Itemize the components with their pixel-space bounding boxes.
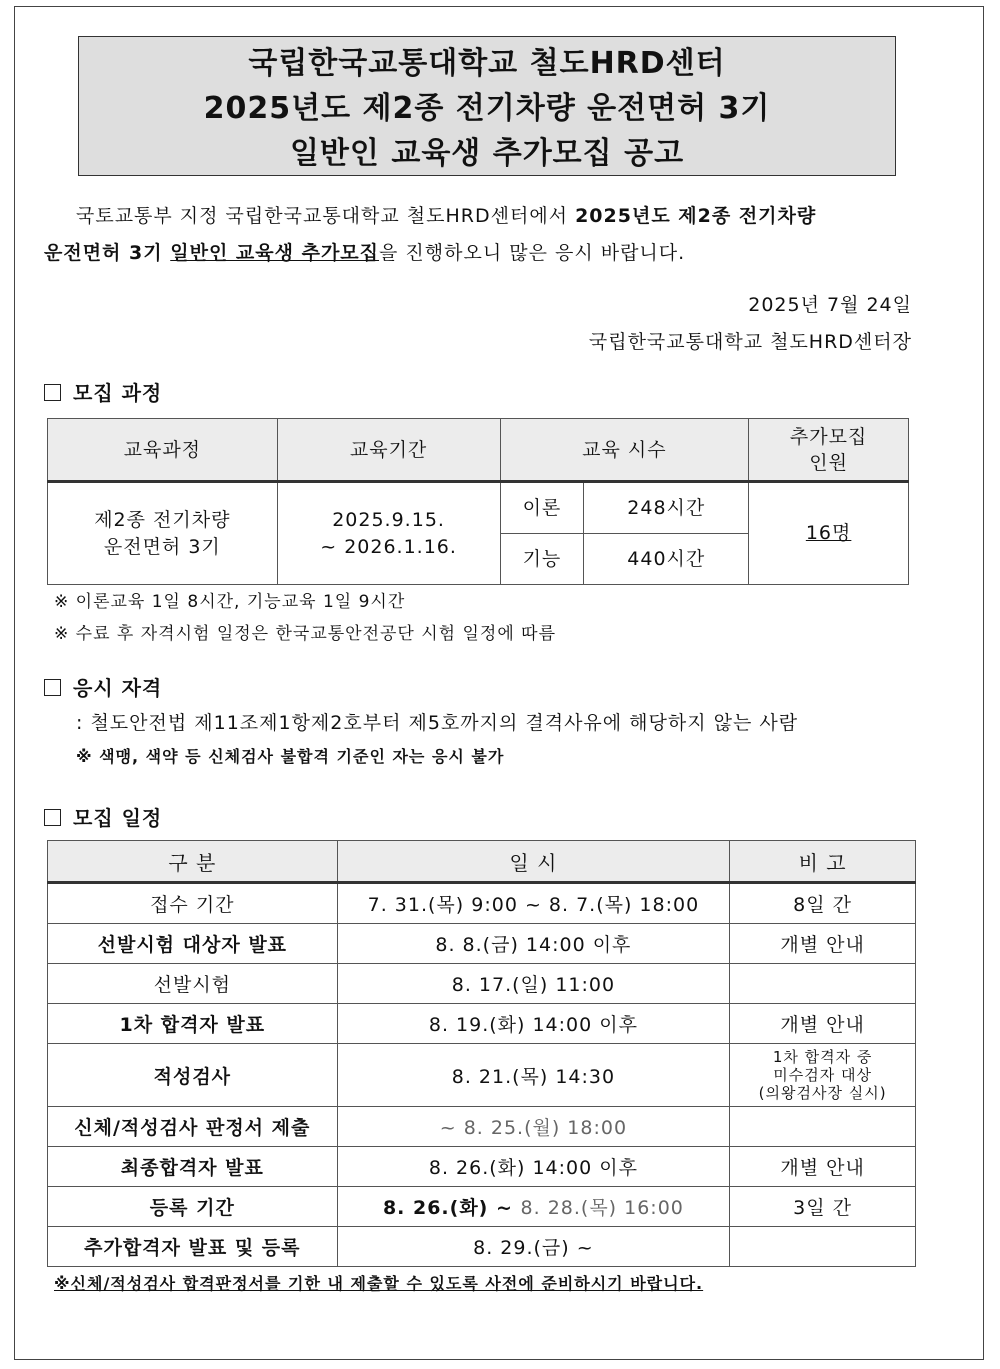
table-cell: 8. 17.(일) 11:00	[337, 964, 730, 1004]
course-note-2: ※ 수료 후 자격시험 일정은 한국교통안전공단 시험 일정에 따름	[54, 624, 557, 644]
schedule-footnote: ※신체/적성검사 합격판정서를 기한 내 제출할 수 있도록 사전에 준비하시기 바랍니다.	[54, 1274, 704, 1293]
theory-hours: 248시간	[584, 482, 749, 534]
table-row	[48, 883, 916, 924]
course-table	[47, 418, 909, 585]
table-cell	[730, 1227, 916, 1267]
practice-label: 기능	[500, 534, 584, 585]
schedule-table	[47, 840, 916, 1267]
table-cell: 신체/적성검사 판정서 제출	[48, 1107, 338, 1147]
table-cell: 8. 26.(화) 14:00 이후	[337, 1147, 730, 1187]
section-heading-schedule: 모집 일정	[44, 802, 162, 831]
header-quota: 추가모집 인원	[749, 419, 909, 482]
table-cell: 추가합격자 발표 및 등록	[48, 1227, 338, 1267]
table-cell	[730, 964, 916, 1004]
table-cell: 3일 간	[730, 1187, 916, 1227]
announcement-date: 2025년 7월 24일	[748, 294, 912, 316]
title-line-1: 국립한국교통대학교 철도HRD센터	[248, 46, 726, 81]
table-cell: 선발시험 대상자 발표	[48, 924, 338, 964]
table-row	[48, 964, 916, 1004]
section-heading-eligibility: 응시 자격	[44, 672, 162, 701]
header-hours: 교육 시수	[500, 419, 749, 482]
course-period: 2025.9.15. ~ 2026.1.16.	[277, 482, 500, 585]
title-line-2: 2025년도 제2종 전기차량 운전면허 3기	[203, 91, 771, 126]
course-note-1: ※ 이론교육 1일 8시간, 기능교육 1일 9시간	[54, 592, 406, 612]
intro-line-2	[44, 238, 685, 265]
intro-bold-underline: 일반인 교육생 추가모집	[170, 242, 380, 264]
table-cell: 8. 21.(목) 14:30	[337, 1044, 730, 1107]
table-cell: 개별 안내	[730, 1004, 916, 1044]
table-cell: 최종합격자 발표	[48, 1147, 338, 1187]
section-heading-course: 모집 과정	[44, 377, 162, 406]
table-row	[48, 1187, 916, 1227]
title-box	[78, 36, 896, 176]
table-row	[48, 482, 909, 534]
table-header-row	[48, 841, 916, 883]
title-line-3: 일반인 교육생 추가모집 공고	[289, 136, 685, 171]
table-row	[48, 1227, 916, 1267]
table-row	[48, 1044, 916, 1107]
table-row	[48, 1107, 916, 1147]
table-header-row	[48, 419, 909, 482]
header-category: 구 분	[48, 841, 338, 883]
eligibility-note: ※ 색맹, 색약 등 신체검사 불합격 기준인 자는 응시 불가	[76, 747, 505, 766]
table-cell: 8. 8.(금) 14:00 이후	[337, 924, 730, 964]
table-row	[48, 924, 916, 964]
header-remark: 비 고	[730, 841, 916, 883]
issuer: 국립한국교통대학교 철도HRD센터장	[588, 331, 912, 353]
table-cell: 8일 간	[730, 883, 916, 924]
quota-value: 16명	[749, 482, 909, 585]
header-datetime: 일 시	[337, 841, 730, 883]
checkbox-square-icon	[44, 809, 61, 826]
theory-label: 이론	[500, 482, 584, 534]
table-cell: 1차 합격자 발표	[48, 1004, 338, 1044]
intro-bold-1: 2025년도 제2종 전기차량	[575, 205, 817, 227]
header-course: 교육과정	[48, 419, 278, 482]
table-cell: 8. 19.(화) 14:00 이후	[337, 1004, 730, 1044]
table-cell: 8. 29.(금) ~	[337, 1227, 730, 1267]
eligibility-text: : 철도안전법 제11조제1항제2호부터 제5호까지의 결격사유에 해당하지 않는 사람	[76, 712, 799, 734]
header-period: 교육기간	[277, 419, 500, 482]
practice-hours: 440시간	[584, 534, 749, 585]
table-cell: 개별 안내	[730, 924, 916, 964]
checkbox-square-icon	[44, 384, 61, 401]
table-cell: 등록 기간	[48, 1187, 338, 1227]
registration-period: 8. 26.(화) ~ 8. 28.(목) 16:00	[337, 1187, 730, 1227]
table-row	[48, 1004, 916, 1044]
checkbox-square-icon	[44, 679, 61, 696]
intro-line-1	[76, 201, 816, 228]
table-row	[48, 1147, 916, 1187]
intro-text-1: 국토교통부 지정 국립한국교통대학교 철도HRD센터에서	[76, 205, 576, 227]
intro-text-2: 을 진행하오니 많은 응시 바랍니다.	[379, 242, 686, 264]
intro-bold-2: 운전면허 3기	[44, 242, 171, 264]
table-cell: 개별 안내	[730, 1147, 916, 1187]
table-cell: ~ 8. 25.(월) 18:00	[337, 1107, 730, 1147]
table-cell: 적성검사	[48, 1044, 338, 1107]
table-cell: 접수 기간	[48, 883, 338, 924]
course-name: 제2종 전기차량 운전면허 3기	[48, 482, 278, 585]
table-cell	[730, 1107, 916, 1147]
table-cell: 선발시험	[48, 964, 338, 1004]
remark-multiline: 1차 합격자 중 미수검자 대상 (의왕검사장 실시)	[730, 1044, 916, 1107]
table-cell: 7. 31.(목) 9:00 ~ 8. 7.(목) 18:00	[337, 883, 730, 924]
